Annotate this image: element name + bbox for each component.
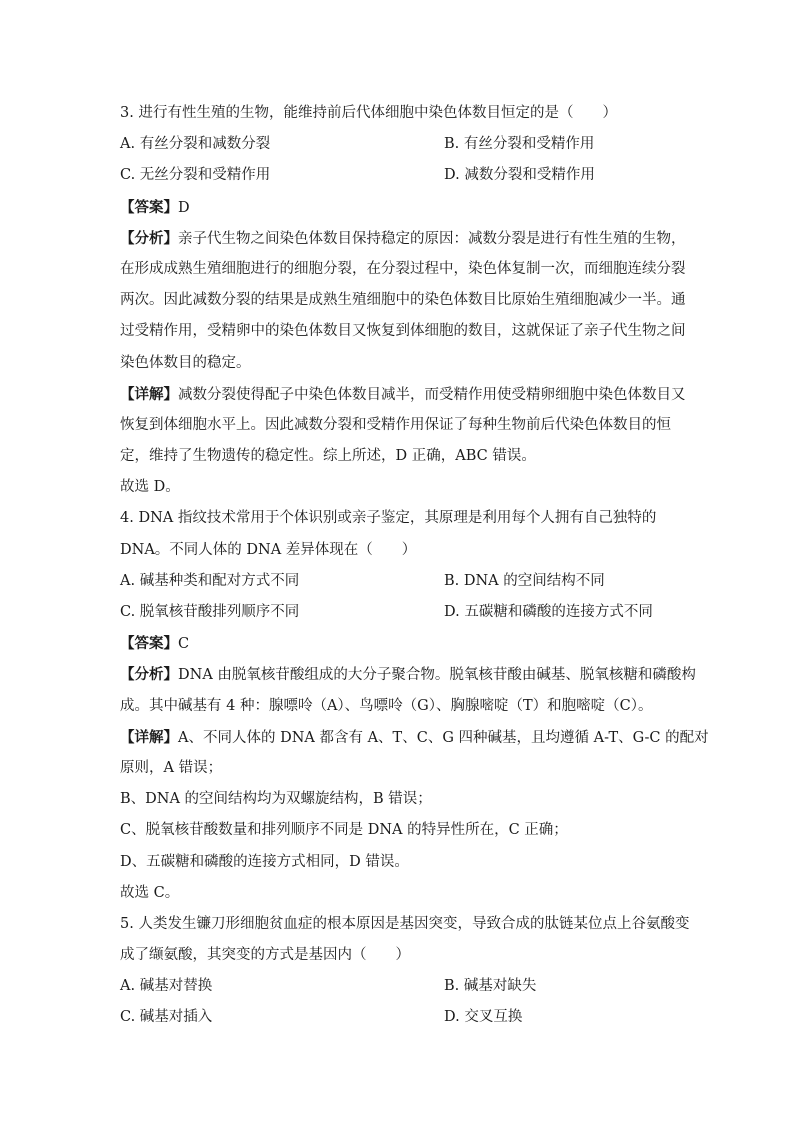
answer-line <box>120 192 680 223</box>
analysis-line <box>120 659 696 690</box>
answer-value: C <box>178 636 190 653</box>
option-c: C. 无丝分裂和受精作用 <box>120 167 271 184</box>
detail-line <box>120 379 686 410</box>
option-d: D. 交叉互换 <box>444 1009 523 1026</box>
detail-text: C、脱氧核苷酸数量和排列顺序不同是 DNA 的特异性所在，C 正确； <box>120 822 568 839</box>
answer-tag: 【答案】 <box>120 198 178 216</box>
detail-tag: 【详解】 <box>120 728 178 746</box>
option-b: B. DNA 的空间结构不同 <box>444 572 605 589</box>
detail-text: 定，维持了生物遗传的稳定性。综上所述，D 正确，ABC 错误。 <box>120 448 536 465</box>
conclusion: 故选 D。 <box>120 479 180 496</box>
option-b: B. 碱基对缺失 <box>444 978 537 995</box>
answer-tag: 【答案】 <box>120 635 178 653</box>
detail-text: 恢复到体细胞水平上。因此减数分裂和受精作用保证了每种生物前后代染色体数目的恒 <box>120 416 671 433</box>
option-d: D. 五碳糖和磷酸的连接方式不同 <box>444 604 653 620</box>
question-5 <box>120 909 690 1034</box>
option-c: C. 脱氧核苷酸排列顺序不同 <box>120 604 300 620</box>
detail-text: B、DNA 的空间结构均为双螺旋结构，B 错误； <box>120 791 432 808</box>
option-a: A. 碱基对替换 <box>120 978 213 995</box>
detail-tag: 【详解】 <box>120 385 178 403</box>
question-stem: 成了缬氨酸，其突变的方式是基因内（ ） <box>120 947 410 964</box>
analysis-tag: 【分析】 <box>120 666 178 684</box>
question-stem: 5. 人类发生镰刀形细胞贫血症的根本原因是基因突变，导致合成的肽链某位点上谷氨酸变 <box>120 915 690 932</box>
answer-value: D <box>178 199 190 216</box>
question-stem: 3. 进行有性生殖的生物，能维持前后代体细胞中染色体数目恒定的是（ ） <box>120 105 617 121</box>
detail-text: 原则，A 错误； <box>120 759 223 776</box>
question-stem: 4. DNA 指纹技术常用于个体识别或亲子鉴定，其原理是利用每个人拥有自己独特的 <box>120 510 657 527</box>
option-d: D. 减数分裂和受精作用 <box>444 167 595 184</box>
analysis-text: 染色体数目的稳定。 <box>120 354 251 371</box>
answer-line <box>120 628 680 659</box>
analysis-text: 过受精作用，受精卵中的染色体数目又恢复到体细胞的数目，这就保证了亲子代生物之间 <box>120 323 686 340</box>
analysis-tag: 【分析】 <box>120 229 178 247</box>
options-row <box>120 566 680 597</box>
document-content <box>120 98 709 1034</box>
option-b: B. 有丝分裂和受精作用 <box>444 136 595 153</box>
analysis-text: 在形成成熟生殖细胞进行的细胞分裂，在分裂过程中，染色体复制一次，而细胞连续分裂 <box>120 260 686 277</box>
options-row <box>120 129 680 160</box>
analysis-text: 亲子代生物之间染色体数目保持稳定的原因：减数分裂是进行有性生殖的生物， <box>178 230 686 247</box>
analysis-text: DNA 由脱氧核苷酸组成的大分子聚合物。脱氧核苷酸由碱基、脱氧核糖和磷酸构 <box>178 667 696 684</box>
question-3 <box>120 98 686 503</box>
detail-text: 减数分裂使得配子中染色体数目减半，而受精作用使受精卵细胞中染色体数目又 <box>178 386 686 403</box>
conclusion: 故选 C。 <box>120 884 180 901</box>
question-stem: DNA。不同人体的 DNA 差异体现在（ ） <box>120 541 417 558</box>
analysis-text: 两次。因此减数分裂的结果是成熟生殖细胞中的染色体数目比原始生殖细胞减少一半。通 <box>120 292 686 309</box>
detail-text: D、五碳糖和磷酸的连接方式相同，D 错误。 <box>120 853 409 870</box>
detail-text: A、不同人体的 DNA 都含有 A、T、C、G 四种碱基，且均遵循 A-T、G-C 的配对 <box>178 729 709 746</box>
detail-line <box>120 722 709 753</box>
analysis-text: 成。其中碱基有 4 种：腺嘌呤（A）、鸟嘌呤（G）、胸腺嘧啶（T）和胞嘧啶（C）。 <box>120 697 653 714</box>
options-row <box>120 1002 680 1033</box>
option-a: A. 有丝分裂和减数分裂 <box>120 136 271 153</box>
options-row <box>120 971 680 1002</box>
option-a: A. 碱基种类和配对方式不同 <box>120 572 300 589</box>
analysis-line <box>120 223 686 254</box>
question-4 <box>120 503 709 908</box>
options-row <box>120 597 680 628</box>
options-row <box>120 160 680 191</box>
option-c: C. 碱基对插入 <box>120 1009 213 1026</box>
